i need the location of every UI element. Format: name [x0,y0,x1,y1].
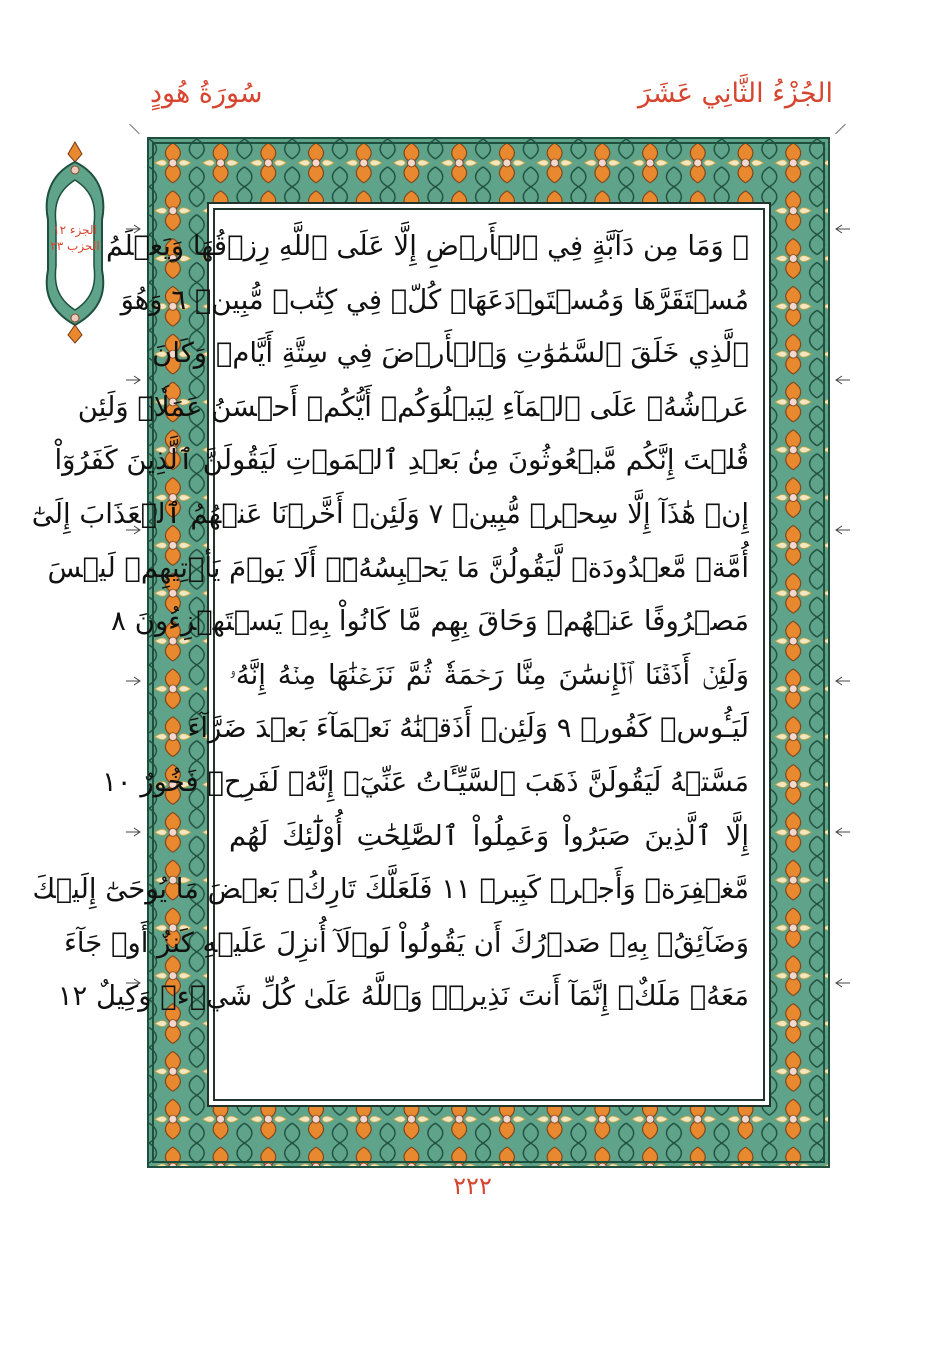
juz-label: الجزء ١٢ [53,223,97,237]
text-line: مُسۡتَقَرَّهَا وَمُسۡتَوۡدَعَهَاۚ كُلّٞ فِي كِتَٰبٖ مُّبِينٖ ٦ وَهُوَ [120,283,749,316]
text-line: وَضَآئِقُۢ بِهِۦ صَدۡرُكَ أَن يَقُولُواْ لَوۡلَآ أُنزِلَ عَلَيۡهِ كَنزٌ أَوۡ جَآءَ [63,926,749,959]
page-number: ٢٢٢ [453,1172,492,1200]
frame-corner-left-mark [129,124,140,135]
text-line: إِلَّا ٱلَّذِينَ صَبَرُواْ وَعَمِلُواْ ٱلصَّٰلِحَٰتِ أُوْلَٰٓئِكَ لَهُم [229,819,749,852]
text-line: قُلۡتَ إِنَّكُم مَّبۡعُوثُونَ مِنۢ بَعۡدِ ٱلۡمَوۡتِ لَيَقُولَنَّ ٱلَّذِينَ كَفَرُوٓاْ [54,444,749,477]
text-line: عَرۡشُهُۥ عَلَى ٱلۡمَآءِ لِيَبۡلُوَكُمۡ أَيُّكُمۡ أَحۡسَنُ عَمَلٗاۗ وَلَئِن [77,390,749,423]
hizb-label: الحزب ٢٣ [50,239,100,253]
edge-arrow-icon [836,676,850,686]
text-line: لَيَـُٔوسٞ كَفُورٞ ٩ وَلَئِنۡ أَذَقۡنَٰهُ نَعۡمَآءَ بَعۡدَ ضَرَّآءَ [187,712,749,745]
edge-arrow-icon [836,224,850,234]
juz-title: الجُزْءُ الثَّانِي عَشَرَ [637,78,833,109]
text-line: مَّغۡفِرَةٞ وَأَجۡرٞ كَبِيرٞ ١١ فَلَعَلَّكَ تَارِكُۢ بَعۡضَ مَا يُوحَىٰٓ إِلَيۡكَ [32,873,749,906]
text-line: أُمَّةٖ مَّعۡدُودَةٖ لَّيَقُولُنَّ مَا يَحۡبِسُهُۥٓۗ أَلَا يَوۡمَ يَأۡتِيهِمۡ لَيۡسَ [47,551,749,584]
surah-title: سُورَةُ هُودٍ [150,78,263,109]
text-line: مَعَهُۥ مَلَكٌۚ إِنَّمَآ أَنتَ نَذِيرٞۚ وَٱللَّهُ عَلَىٰ كُلِّ شَيۡءٖ وَكِيلٌ ١٢ [57,980,749,1013]
edge-arrow-icon [126,676,140,686]
juz-hizb-medallion [40,140,110,345]
text-line: مَصۡرُوفًا عَنۡهُمۡ وَحَاقَ بِهِم مَّا كَانُواْ بِهِۦ يَسۡتَهۡزِءُونَ ٨ [111,605,749,638]
edge-arrow-icon [126,827,140,837]
edge-arrow-icon [836,375,850,385]
edge-arrow-icon [836,827,850,837]
text-line: ۞ وَمَا مِن دَآبَّةٍ فِي ٱلۡأَرۡضِ إِلَّا عَلَى ٱللَّهِ رِزۡقُهَا وَيَعۡلَمُ [106,230,749,262]
frame-corner-right-mark [835,124,846,135]
medallion-text [40,222,110,254]
text-line: ٱلَّذِي خَلَقَ ٱلسَّمَٰوَٰتِ وَٱلۡأَرۡضَ فِي سِتَّةِ أَيَّامٖ وَكَانَ [152,337,749,370]
edge-arrow-icon [836,978,850,988]
edge-arrow-icon [836,525,850,535]
text-line: إِنۡ هَٰذَآ إِلَّا سِحۡرٞ مُّبِينٞ ٧ وَلَئِنۡ أَخَّرۡنَا عَنۡهُمُ ٱلۡعَذَابَ إِلَىٰٓ [31,497,749,530]
text-line: مَسَّتۡهُ لَيَقُولَنَّ ذَهَبَ ٱلسَّيِّـَٔاتُ عَنِّيٓۚ إِنَّهُۥ لَفَرِحٞ فَخُورٌ ١٠ [102,765,749,798]
text-line: وَلَئِنۡ أَذَقۡنَا ٱلۡإِنسَٰنَ مِنَّا رَحۡمَةٗ ثُمَّ نَزَعۡنَٰهَا مِنۡهُ إِنَّهُۥ [229,658,749,691]
